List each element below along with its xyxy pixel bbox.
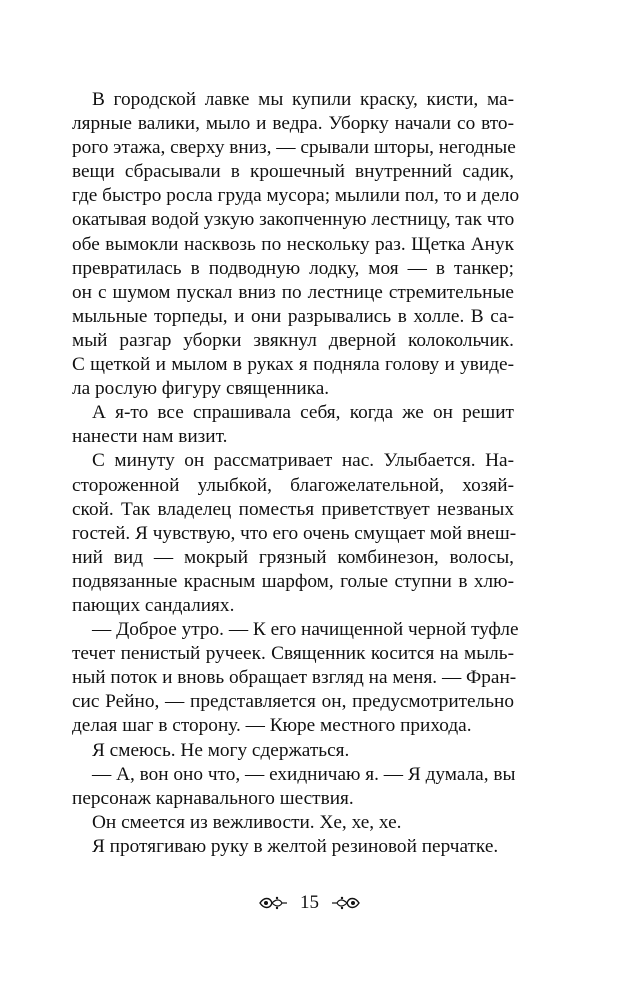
text-line: гостей. Я чувствую, что его очень смущает мой внеш- <box>72 522 517 544</box>
text-line: подвязанные красным шарфом, голые ступни в хлю- <box>72 570 514 592</box>
text-line: ской. Так владелец поместья приветствует незваных <box>72 498 514 520</box>
page-footer <box>0 888 619 918</box>
paragraph <box>72 835 514 859</box>
text-line: — Доброе утро. — К его начищенной черной туфле <box>92 619 519 641</box>
floral-ornament-icon <box>258 895 288 911</box>
paragraph <box>72 739 514 763</box>
paragraph <box>72 811 514 835</box>
text-line: С минуту он рассматривает нас. Улыбается. На- <box>92 450 514 472</box>
text-line: течет пенистый ручеек. Священник косится на мыль- <box>72 643 514 665</box>
paragraph <box>72 763 514 811</box>
paragraph <box>72 449 517 618</box>
text-line: Я протягиваю руку в желтой резиновой перчатке. <box>92 835 499 857</box>
paragraph <box>72 618 519 738</box>
text-line: ный поток и вновь обращает взгляд на меня. — Фран- <box>72 667 517 689</box>
text-line: пающих сандалиях. <box>72 594 235 616</box>
text-line: где быстро росла груда мусора; мылили пол, то и дело <box>72 185 520 207</box>
paragraph <box>72 88 520 401</box>
text-line: делая шаг в сторону. — Кюре местного прихода. <box>72 715 472 737</box>
text-line: окатывая водой узкую закопченную лестницу, так что <box>72 209 515 231</box>
text-line: превратилась в подводную лодку, моя — в танкер; <box>72 257 514 279</box>
text-line: — А, вон оно что, — ехидничаю я. — Я думала, вы <box>92 763 516 785</box>
text-line: нанести нам визит. <box>72 426 228 448</box>
page-number: 15 <box>300 892 319 913</box>
text-line: А я-то все спрашивала себя, когда же он решит <box>92 402 514 424</box>
text-line: Он смеется из вежливости. Хе, хе, хе. <box>92 811 402 833</box>
text-line: лярные валики, мыло и ведра. Уборку начали со вто- <box>72 113 514 135</box>
body-text <box>72 88 520 859</box>
text-line: стороженной улыбкой, благожелательной, хозяй- <box>72 474 514 496</box>
text-line: сис Рейно, — представляется он, предусмотрительно <box>72 691 514 713</box>
text-line: вещи сбрасывали в крошечный внутренний садик, <box>72 161 514 183</box>
floral-ornament-icon <box>331 895 361 911</box>
text-line: Я смеюсь. Не могу сдержаться. <box>92 739 350 761</box>
paragraph <box>72 401 514 449</box>
text-line: мыльные торпеды, и они разрывались в холле. В са- <box>72 305 514 327</box>
text-line: ла рослую фигуру священника. <box>72 378 330 400</box>
text-line: ний вид — мокрый грязный комбинезон, волосы, <box>72 546 514 568</box>
text-line: В городской лавке мы купили краску, кисти, ма- <box>92 89 514 110</box>
text-line: персонаж карнавального шествия. <box>72 787 354 809</box>
text-line: мый разгар уборки звякнул дверной колокольчик. <box>72 329 514 351</box>
text-line: он с шумом пускал вниз по лестнице стремительные <box>72 281 514 303</box>
text-line: С щеткой и мылом в руках я подняла голову и увиде- <box>72 354 514 376</box>
text-line: обе вымокли насквозь по нескольку раз. Щетка Анук <box>72 233 514 255</box>
text-line: рого этажа, сверху вниз, — срывали шторы, негодные <box>72 137 516 159</box>
